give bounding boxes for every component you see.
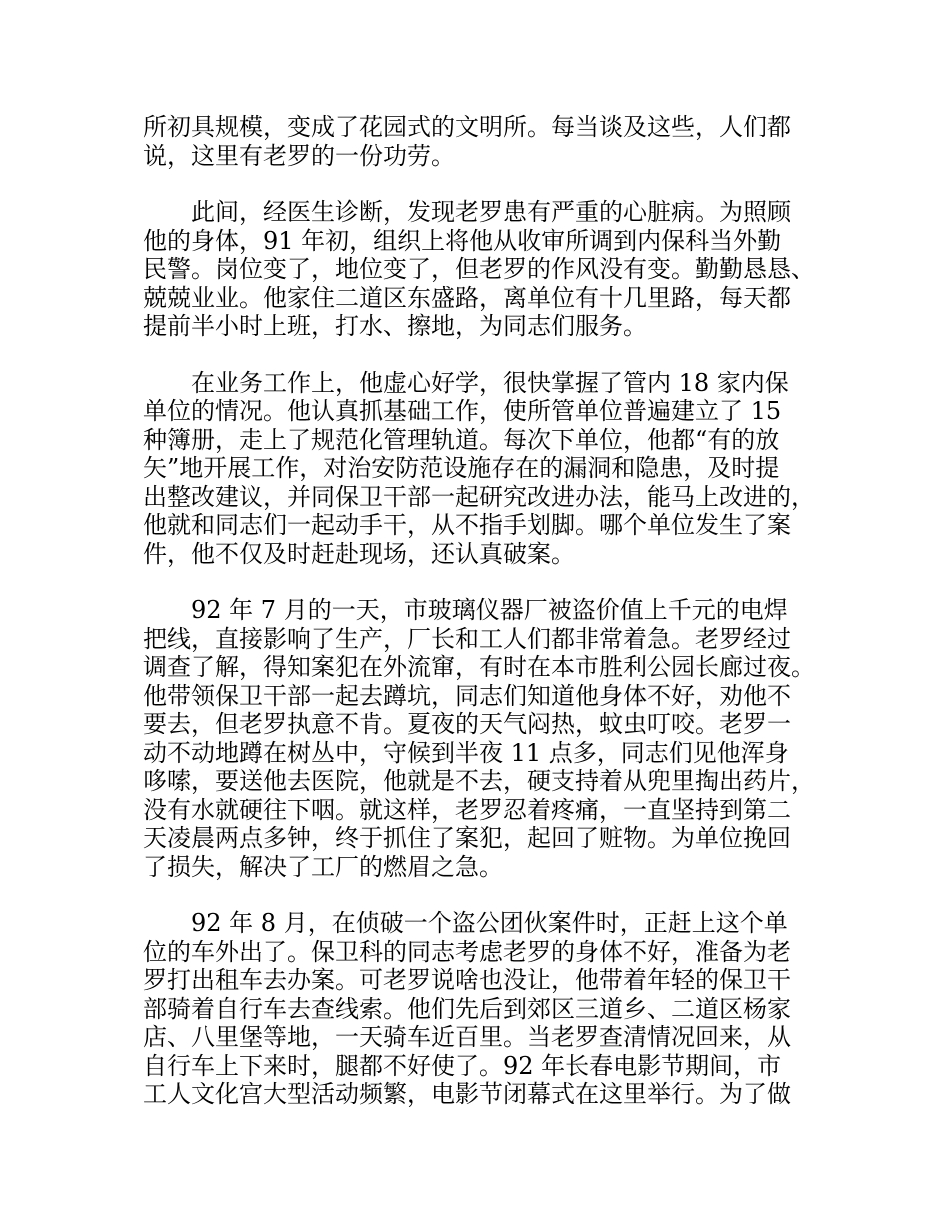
text-line: 自行车上下来时，腿都不好使了。92 年长春电影节期间，市 (143, 1051, 782, 1080)
text-line: 所初具规模，变成了花园式的文明所。每当谈及这些，人们都 (143, 113, 791, 141)
text-line: 在业务工作上，他虚心好学，很快掌握了管内 18 家内保 (191, 368, 789, 397)
document-body (143, 113, 823, 1137)
text-line: 92 年 7 月的一天，市玻璃仪器厂被盗价值上千元的电焊 (191, 596, 788, 624)
text-line: 单位的情况。他认真抓基础工作，使所管单位普遍建立了 15 (143, 397, 782, 425)
text-line: 他就和同志们一起动手干，从不指手划脚。哪个单位发生了案 (143, 511, 791, 539)
text-line: 没有水就硬往下咽。就这样，老罗忍着疼痛，一直坚持到第二 (143, 795, 791, 824)
text-line: 了损失，解决了工厂的燃眉之急。 (143, 852, 503, 881)
text-line: 调查了解，得知案犯在外流窜，有时在本市胜利公园长廊过夜。 (143, 653, 815, 681)
text-line: 他的身体，91 年初，组织上将他从收审所调到内保科当外勤 (143, 226, 782, 255)
paragraph-2 (143, 198, 823, 341)
text-line: 天凌晨两点多钟，终于抓住了案犯，起回了赃物。为单位挽回 (143, 824, 791, 852)
text-line: 件，他不仅及时赶赴现场，还认真破案。 (143, 539, 575, 568)
text-line: 店、八里堡等地，一天骑车近百里。当老罗查清情况回来，从 (143, 1023, 791, 1051)
text-line: 矢”地开展工作，对治安防范设施存在的漏洞和隐患，及时提 (143, 454, 780, 482)
text-line: 位的车外出了。保卫科的同志考虑老罗的身体不好，准备为老 (143, 937, 791, 966)
text-line: 此间，经医生诊断，发现老罗患有严重的心脏病。为照顾 (191, 198, 791, 226)
paragraph-1 (143, 113, 823, 170)
text-line: 哆嗦，要送他去医院，他就是不去，硬支持着从兜里掏出药片， (143, 767, 815, 795)
text-line: 92 年 8 月，在侦破一个盗公团伙案件时，正赶上这个单 (191, 909, 788, 937)
paragraph-4 (143, 596, 823, 881)
text-line: 把线，直接影响了生产，厂长和工人们都非常着急。老罗经过 (143, 624, 791, 653)
text-line: 部骑着自行车去查线索。他们先后到郊区三道乡、二道区杨家 (143, 994, 791, 1023)
text-line: 种簿册，走上了规范化管理轨道。每次下单位，他都“有的放 (143, 425, 780, 454)
text-line: 要去，但老罗执意不肯。夏夜的天气闷热，蚊虫叮咬。老罗一 (143, 710, 791, 738)
text-line: 民警。岗位变了，地位变了，但老罗的作风没有变。勤勤恳恳、 (143, 255, 815, 283)
text-line: 提前半小时上班，打水、擦地，为同志们服务。 (143, 312, 647, 340)
text-line: 兢兢业业。他家住二道区东盛路，离单位有十几里路，每天都 (143, 283, 791, 312)
text-line: 出整改建议，并同保卫干部一起研究改进办法，能马上改进的， (143, 482, 815, 511)
text-line: 罗打出租车去办案。可老罗说啥也没让，他带着年轻的保卫干 (143, 966, 791, 994)
text-line: 他带领保卫干部一起去蹲坑，同志们知道他身体不好，劝他不 (143, 681, 791, 710)
paragraph-5 (143, 909, 823, 1109)
text-line: 工人文化宫大型活动频繁，电影节闭幕式在这里举行。为了做 (143, 1080, 791, 1108)
paragraph-3 (143, 369, 823, 569)
text-line: 动不动地蹲在树丛中，守候到半夜 11 点多，同志们见他浑身 (143, 738, 789, 767)
text-line: 说，这里有老罗的一份功劳。 (143, 141, 455, 170)
